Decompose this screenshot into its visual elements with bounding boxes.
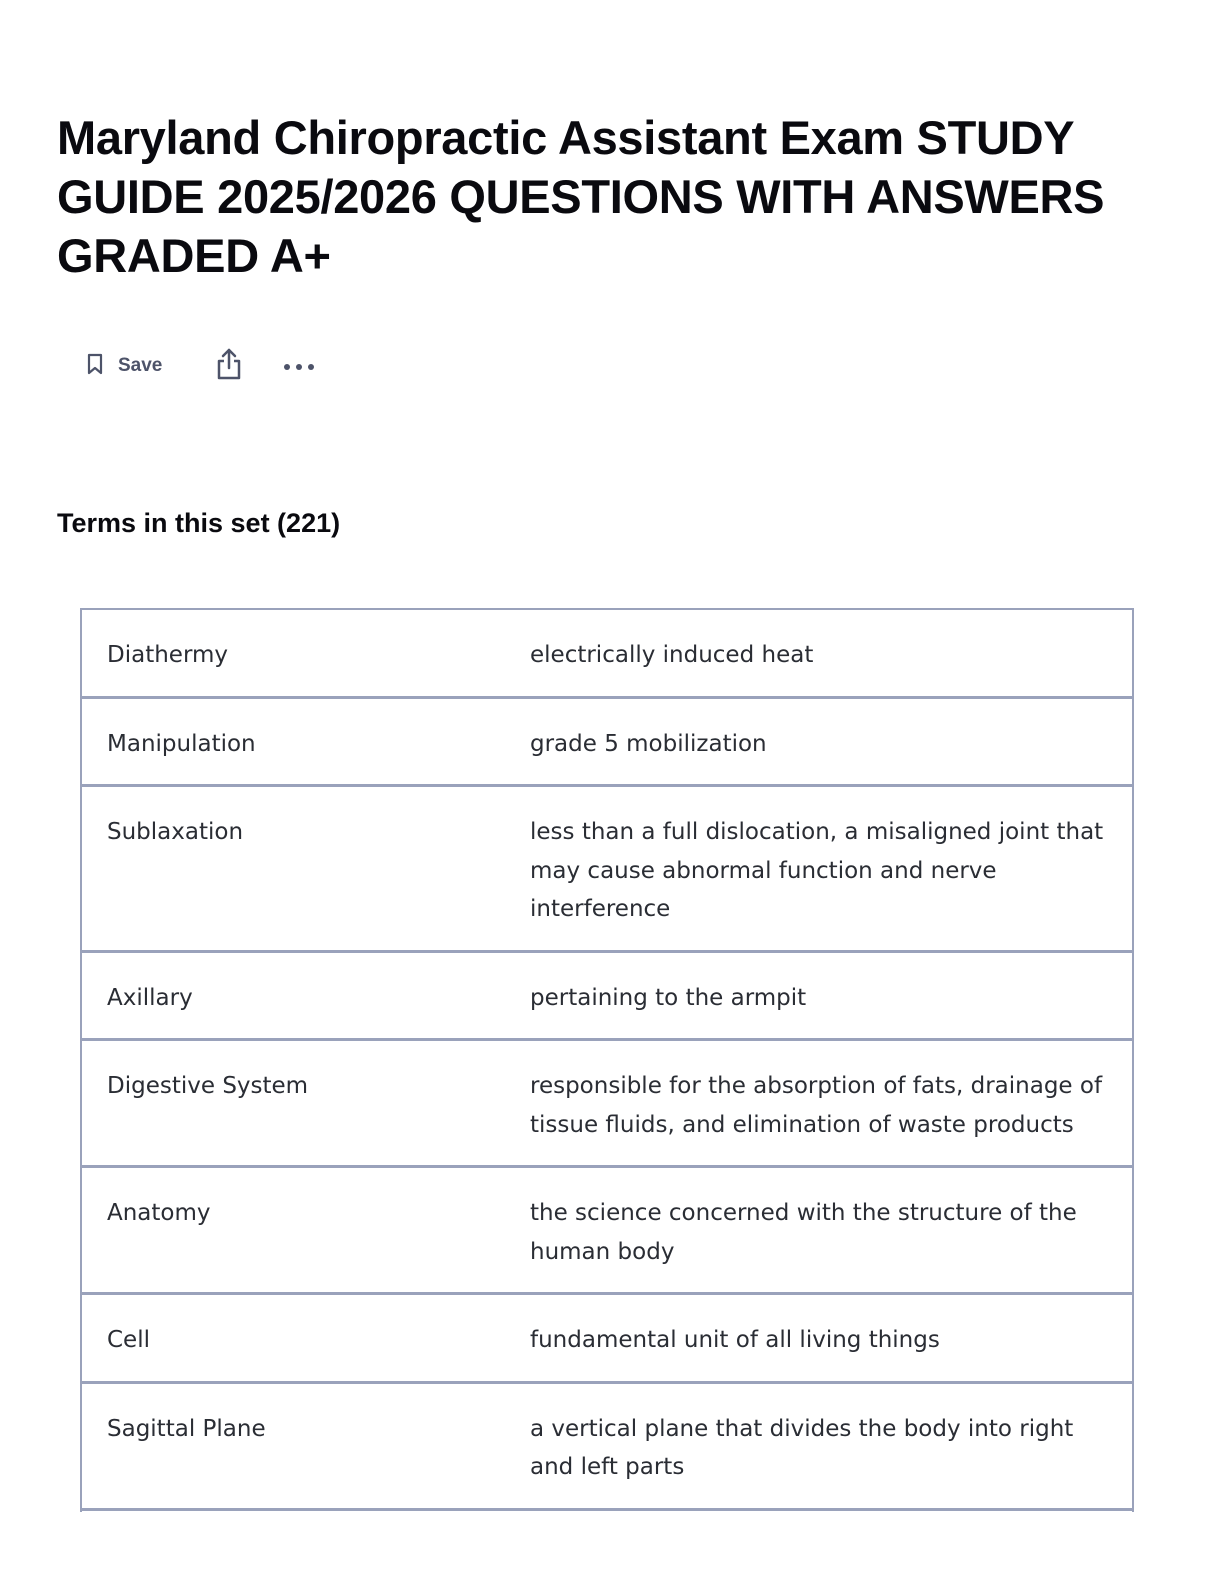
term-definition: less than a full dislocation, a misaligned joint that may cause abnormal function and nerve interference [530, 819, 1104, 922]
term-word: Axillary [107, 984, 193, 1011]
term-word: Digestive System [107, 1073, 309, 1099]
terms-list [80, 608, 1134, 1512]
share-icon [215, 347, 243, 385]
page-title: Maryland Chiropractic Assistant Exam STUDY GUIDE 2025/2026 QUESTIONS WITH ANSWERS GRADED A+ [57, 111, 1105, 282]
term-word: Anatomy [107, 1200, 211, 1226]
term-row [82, 699, 1132, 788]
save-label: Save [118, 355, 163, 376]
term-row [82, 1295, 1132, 1384]
term-row [82, 953, 1132, 1042]
term-definition: electrically induced heat [530, 642, 814, 668]
term-definition: pertaining to the armpit [530, 984, 807, 1011]
term-word: Cell [107, 1327, 150, 1353]
term-row [82, 1384, 1132, 1511]
save-button[interactable] [76, 344, 172, 388]
term-word: Sublaxation [107, 819, 244, 845]
term-definition: grade 5 mobilization [530, 730, 767, 757]
term-word: Manipulation [107, 730, 256, 757]
set-toolbar [76, 340, 321, 392]
more-options-icon [283, 357, 315, 376]
bookmark-icon [86, 353, 104, 379]
term-row [82, 787, 1132, 953]
term-definition: responsible for the absorption of fats, drainage of tissue fluids, and elimination of waste products [530, 1073, 1103, 1138]
term-definition: the science concerned with the structure of the human body [530, 1200, 1077, 1265]
more-options-button[interactable] [277, 344, 321, 388]
term-definition: a vertical plane that divides the body into right and left parts [530, 1415, 1074, 1480]
terms-heading: Terms in this set (221) [57, 508, 341, 538]
term-definition: fundamental unit of all living things [530, 1327, 940, 1353]
term-row [82, 610, 1132, 699]
term-row [82, 1041, 1132, 1168]
term-word: Diathermy [107, 642, 229, 668]
term-word: Sagittal Plane [107, 1415, 266, 1442]
share-button[interactable] [207, 344, 251, 388]
term-row [82, 1168, 1132, 1295]
